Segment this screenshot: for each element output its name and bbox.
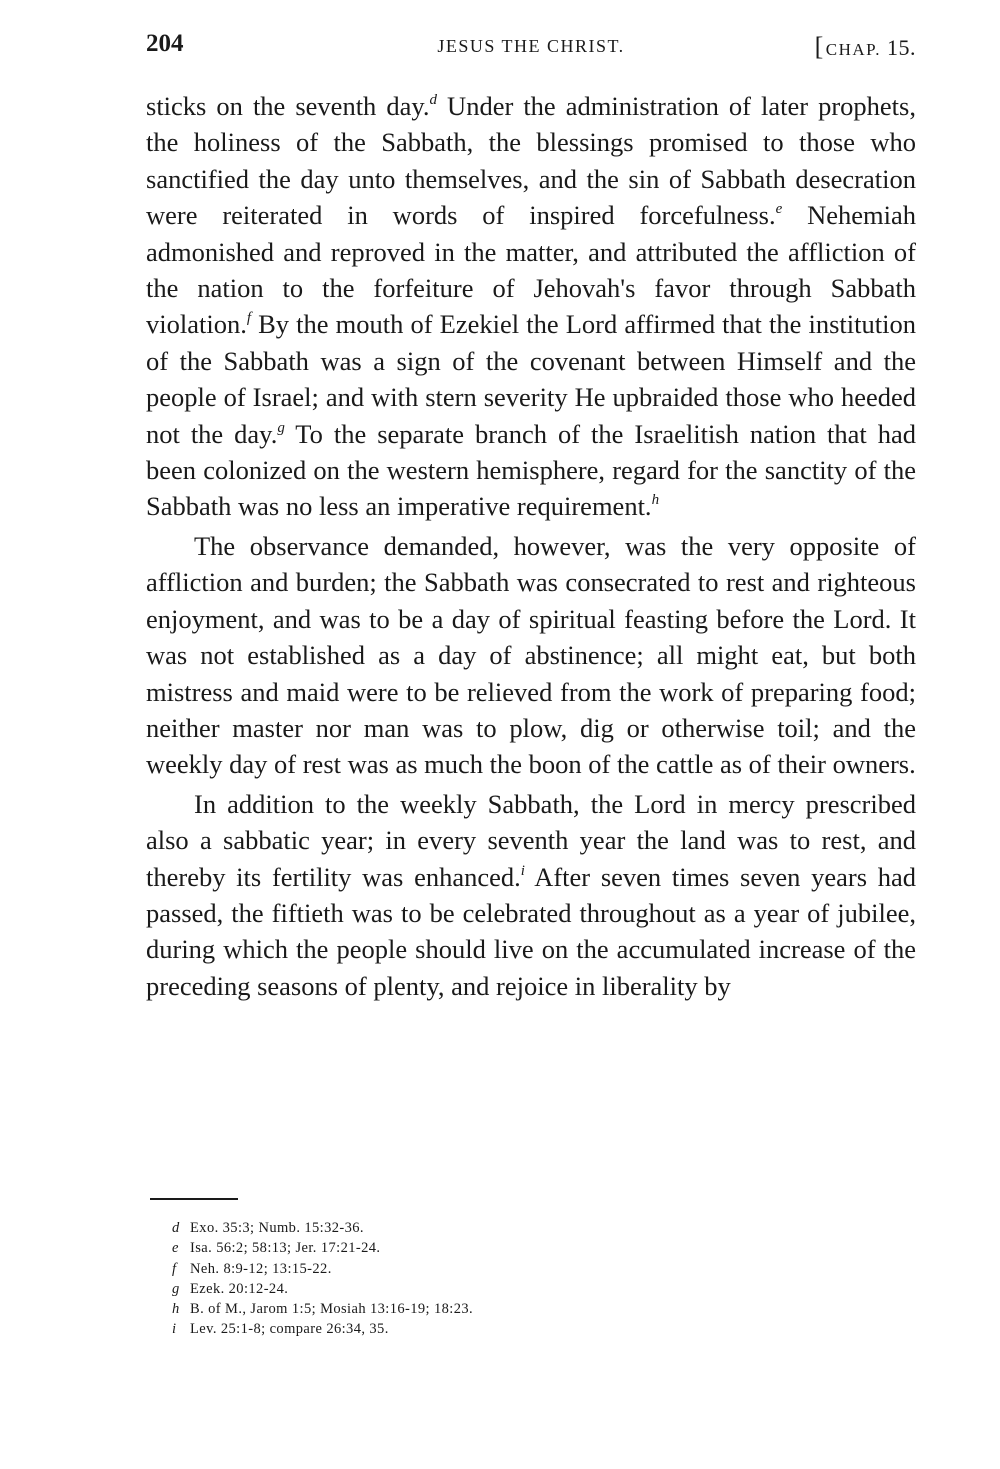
footnote-text: Lev. 25:1-8; compare 26:34, 35. [190,1321,389,1338]
paragraph-text: In addition to the weekly Sabbath, the Lord in mercy prescribed also a sabbatic year; in every seventh year the land was to rest, and thereby its fertility was enhanced. [146,788,916,892]
footnote-marker-h: h [651,492,660,509]
footnote-marker-g: g [277,419,285,436]
book-title: JESUS THE CHRIST. [437,36,625,56]
footnote-f [172,1259,772,1279]
footnote-letter: i [172,1321,177,1338]
paragraph-text: Nehemiah admonished and reproved in the matter, and attributed the affliction of the nation to the forfeiture of Jehovah's favor through Sabbath violation. [146,200,916,340]
footnote-e [172,1238,772,1258]
paragraph-text: By the mouth of Ezekiel the Lord affirmed that the institution of the Sabbath was a sign of the covenant between Himself and the people of Israel; and with stern severity He upbraided those who heeded not the day. [146,309,916,449]
footnote-text: B. of M., Jarom 1:5; Mosiah 13:16-19; 18:23. [190,1301,474,1318]
running-head [146,30,916,66]
chapter-label: CHAP. [825,40,881,59]
chapter-bracket: [ [814,32,824,61]
chapter-number: 15. [887,35,916,60]
paragraph-text: sticks on the seventh day. [146,91,430,121]
footnote-divider [150,1198,238,1200]
footnote-letter: d [172,1220,180,1236]
footnotes [172,1218,772,1340]
footnote-text: Exo. 35:3; Numb. 15:32-36. [190,1220,364,1236]
footnote-marker-e: e [775,201,783,218]
footnote-letter: f [172,1260,177,1277]
paragraph-2: The observance demanded, however, was the very opposite of affliction and burden; the Sabbath was consecrated to rest and righteous enjoyment, and was to be a day of spiritual feasting before the Lord. It was not established as a day of abstinence; all might eat, but both mistress and maid were to be relieved from the work of preparing food; neither master nor man was to plow, dig or otherwise toil; and the weekly day of rest was as much the boon of the cattle as of their owners. [146,530,916,780]
footnote-letter: g [172,1280,180,1297]
footnote-g [172,1279,772,1299]
footnote-text: Neh. 8:9-12; 13:15-22. [190,1260,332,1277]
body-text [146,88,916,1004]
footnote-d [172,1218,772,1238]
chapter-reference [815,32,916,62]
footnote-marker-d: d [429,92,438,108]
footnote-text: Isa. 56:2; 58:13; Jer. 17:21-24. [190,1240,381,1257]
paragraph-1 [146,88,916,525]
footnote-marker-f: f [246,310,252,327]
footnote-h [172,1299,772,1319]
footnote-text: Ezek. 20:12-24. [190,1280,289,1297]
paragraph-text: After seven times seven years had passed, the fiftieth was to be celebrated throughout as a year of jubilee, during which the people should live on the accumulated increase of the preceding seasons of plenty, and rejoice in liberality by [146,861,916,1001]
page-number: 204 [146,30,184,57]
footnote-marker-i: i [520,862,525,879]
footnote-letter: h [172,1301,180,1318]
paragraph-text: Under the administration of later prophets, the holiness of the Sabbath, the blessings promised to those who sanctified the day unto themselves, and the sin of Sabbath desecration were reiterated in words of inspired forcefulness. [146,91,916,231]
footnote-letter: e [172,1240,179,1257]
footnote-i [172,1319,772,1339]
paragraph-text: To the separate branch of the Israelitish nation that had been colonized on the western hemisphere, regard for the sanctity of the Sabbath was no less an imperative requirement. [146,418,916,522]
paragraph-3 [146,786,916,1004]
